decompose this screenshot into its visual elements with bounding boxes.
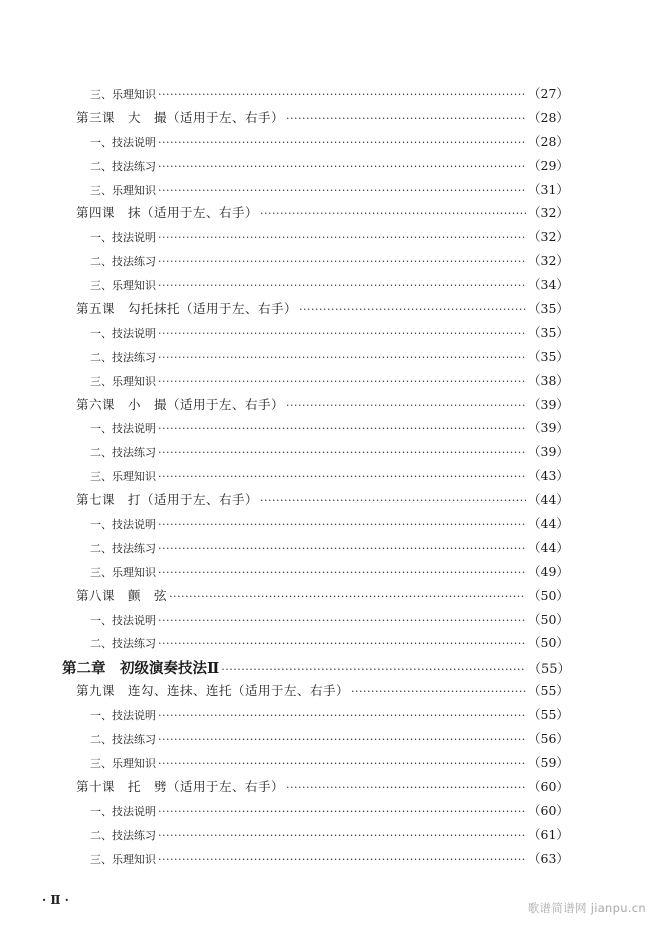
table-of-contents: [0, 84, 672, 872]
toc-entry-title: 第八课 颤 弦: [76, 587, 168, 603]
toc-entry-page-number: （61）: [528, 826, 569, 842]
toc-entry-page-number: （27）: [528, 86, 569, 101]
dot-leader: [158, 136, 526, 149]
toc-entry-title: 一、技法说明: [90, 709, 156, 723]
page-number: · Ⅱ ·: [42, 893, 69, 907]
toc-entry-item[interactable]: [0, 275, 672, 299]
toc-entry-item[interactable]: [0, 562, 672, 586]
toc-entry-title: 一、技法说明: [90, 804, 156, 818]
toc-entry-title: 二、技法练习: [90, 446, 156, 460]
toc-entry-title: 三、乐理知识: [90, 756, 156, 770]
dot-leader: [158, 518, 526, 531]
toc-entry-page-number: （60）: [528, 802, 569, 818]
toc-entry-page-number: （60）: [528, 778, 569, 794]
toc-entry-page-number: （32）: [528, 229, 569, 245]
toc-entry-chapter[interactable]: [0, 657, 672, 681]
toc-entry-title: 三、乐理知识: [90, 183, 156, 197]
toc-entry-title: 第七课 打（适用于左、右手）: [76, 492, 259, 508]
dot-leader: [158, 160, 526, 173]
dot-leader: [158, 184, 526, 197]
toc-entry-page-number: （63）: [528, 850, 569, 866]
dot-leader: [158, 422, 526, 435]
dot-leader: [158, 566, 526, 579]
dot-leader: [158, 446, 526, 459]
toc-entry-title: 二、技法练习: [90, 541, 156, 555]
dot-leader: [158, 829, 526, 842]
toc-entry-lesson[interactable]: [0, 395, 672, 419]
toc-entry-item[interactable]: [0, 729, 672, 753]
toc-entry-page-number: （28）: [528, 109, 569, 125]
toc-entry-item[interactable]: [0, 442, 672, 466]
dot-leader: [158, 614, 526, 627]
toc-entry-title: 三、乐理知识: [90, 88, 156, 101]
toc-entry-title: 二、技法练习: [90, 159, 156, 173]
dot-leader: [169, 590, 526, 603]
toc-entry-title: 一、技法说明: [90, 518, 156, 532]
dot-leader: [158, 733, 526, 746]
toc-entry-item[interactable]: [0, 371, 672, 395]
toc-entry-title: 第九课 连勾、连抹、连托（适用于左、右手）: [76, 683, 350, 699]
dot-leader: [158, 279, 526, 292]
toc-entry-item[interactable]: [0, 156, 672, 180]
toc-entry-lesson[interactable]: [0, 681, 672, 705]
toc-entry-item[interactable]: [0, 323, 672, 347]
dot-leader: [158, 88, 526, 101]
toc-entry-item[interactable]: [0, 610, 672, 634]
dot-leader: [158, 231, 526, 244]
dot-leader: [158, 327, 526, 340]
toc-entry-lesson[interactable]: [0, 490, 672, 514]
dot-leader: [158, 470, 526, 483]
dot-leader: [158, 255, 526, 268]
toc-entry-page-number: （32）: [528, 253, 569, 269]
toc-entry-page-number: （35）: [528, 301, 569, 317]
toc-entry-item[interactable]: [0, 849, 672, 873]
toc-entry-title: 三、乐理知识: [90, 279, 156, 293]
toc-entry-title: 一、技法说明: [90, 231, 156, 245]
toc-entry-lesson[interactable]: [0, 777, 672, 801]
toc-entry-title: 二、技法练习: [90, 828, 156, 842]
toc-entry-page-number: （55）: [528, 683, 569, 699]
toc-entry-page-number: （55）: [528, 707, 569, 723]
dot-leader: [260, 494, 526, 507]
toc-entry-item[interactable]: [0, 753, 672, 777]
toc-entry-title: 三、乐理知识: [90, 852, 156, 866]
dot-leader: [260, 207, 526, 220]
toc-entry-title: 第三课 大 撮（适用于左、右手）: [76, 109, 285, 125]
toc-entry-page-number: （44）: [528, 516, 569, 532]
toc-entry-page-number: （49）: [528, 563, 569, 579]
toc-entry-title: 第五课 勾托抹托（适用于左、右手）: [76, 301, 298, 317]
toc-entry-item[interactable]: [0, 514, 672, 538]
toc-entry-title: 三、乐理知识: [90, 374, 156, 388]
toc-entry-page-number: （56）: [528, 731, 569, 747]
toc-entry-item[interactable]: [0, 180, 672, 204]
toc-entry-page-number: （32）: [528, 205, 569, 221]
dot-leader: [158, 351, 526, 364]
dot-leader: [158, 375, 526, 388]
toc-entry-item[interactable]: [0, 705, 672, 729]
toc-entry-page-number: （59）: [528, 754, 569, 770]
dot-leader: [221, 663, 526, 676]
toc-entry-lesson[interactable]: [0, 203, 672, 227]
toc-entry-page-number: （50）: [528, 635, 569, 651]
toc-entry-title: 二、技法练习: [90, 733, 156, 747]
toc-entry-page-number: （31）: [528, 181, 569, 197]
toc-entry-page-number: （29）: [528, 157, 569, 173]
toc-entry-item[interactable]: [0, 227, 672, 251]
toc-entry-title: 三、乐理知识: [90, 565, 156, 579]
toc-entry-title: 第二章 初级演奏技法Ⅱ: [62, 660, 220, 678]
toc-entry-title: 第十课 托 劈（适用于左、右手）: [76, 778, 285, 794]
toc-entry-lesson[interactable]: [0, 586, 672, 610]
toc-entry-title: 二、技法练习: [90, 637, 156, 651]
toc-entry-page-number: （44）: [528, 492, 569, 508]
toc-entry-page-number: （34）: [528, 277, 569, 293]
toc-entry-page-number: （35）: [528, 324, 569, 340]
toc-entry-item[interactable]: [0, 84, 672, 108]
toc-entry-page-number: （39）: [528, 420, 569, 436]
toc-entry-page-number: （50）: [528, 611, 569, 627]
toc-entry-item[interactable]: [0, 418, 672, 442]
dot-leader: [158, 637, 526, 650]
dot-leader: [286, 399, 526, 412]
toc-entry-page-number: （50）: [528, 587, 569, 603]
dot-leader: [158, 757, 526, 770]
toc-entry-title: 一、技法说明: [90, 422, 156, 436]
toc-entry-title: 二、技法练习: [90, 255, 156, 269]
dot-leader: [158, 709, 526, 722]
toc-entry-page-number: （43）: [528, 468, 569, 484]
toc-entry-page-number: （38）: [528, 372, 569, 388]
dot-leader: [351, 685, 526, 698]
toc-entry-page-number: （39）: [528, 396, 569, 412]
toc-entry-lesson[interactable]: [0, 299, 672, 323]
toc-entry-title: 第六课 小 撮（适用于左、右手）: [76, 396, 285, 412]
toc-entry-lesson[interactable]: [0, 108, 672, 132]
toc-entry-item[interactable]: [0, 466, 672, 490]
toc-entry-title: 一、技法说明: [90, 135, 156, 149]
toc-entry-title: 第四课 抹（适用于左、右手）: [76, 205, 259, 221]
toc-entry-item[interactable]: [0, 347, 672, 371]
dot-leader: [286, 781, 526, 794]
toc-entry-title: 三、乐理知识: [90, 470, 156, 484]
dot-leader: [158, 853, 526, 866]
toc-entry-title: 二、技法练习: [90, 350, 156, 364]
toc-entry-item[interactable]: [0, 801, 672, 825]
toc-entry-page-number: （44）: [528, 539, 569, 555]
toc-entry-item[interactable]: [0, 825, 672, 849]
toc-entry-title: 一、技法说明: [90, 613, 156, 627]
dot-leader: [299, 303, 526, 316]
toc-entry-page-number: （35）: [528, 348, 569, 364]
dot-leader: [158, 542, 526, 555]
toc-entry-page-number: （28）: [528, 133, 569, 149]
watermark: 歌谱简谱网 jianpu.cn: [527, 901, 646, 915]
dot-leader: [286, 112, 526, 125]
toc-entry-item[interactable]: [0, 251, 672, 275]
dot-leader: [158, 805, 526, 818]
toc-entry-item[interactable]: [0, 538, 672, 562]
toc-entry-item[interactable]: [0, 633, 672, 657]
toc-entry-title: 一、技法说明: [90, 326, 156, 340]
toc-entry-page-number: （39）: [528, 444, 569, 460]
toc-entry-page-number: （55）: [528, 662, 571, 678]
toc-entry-item[interactable]: [0, 132, 672, 156]
